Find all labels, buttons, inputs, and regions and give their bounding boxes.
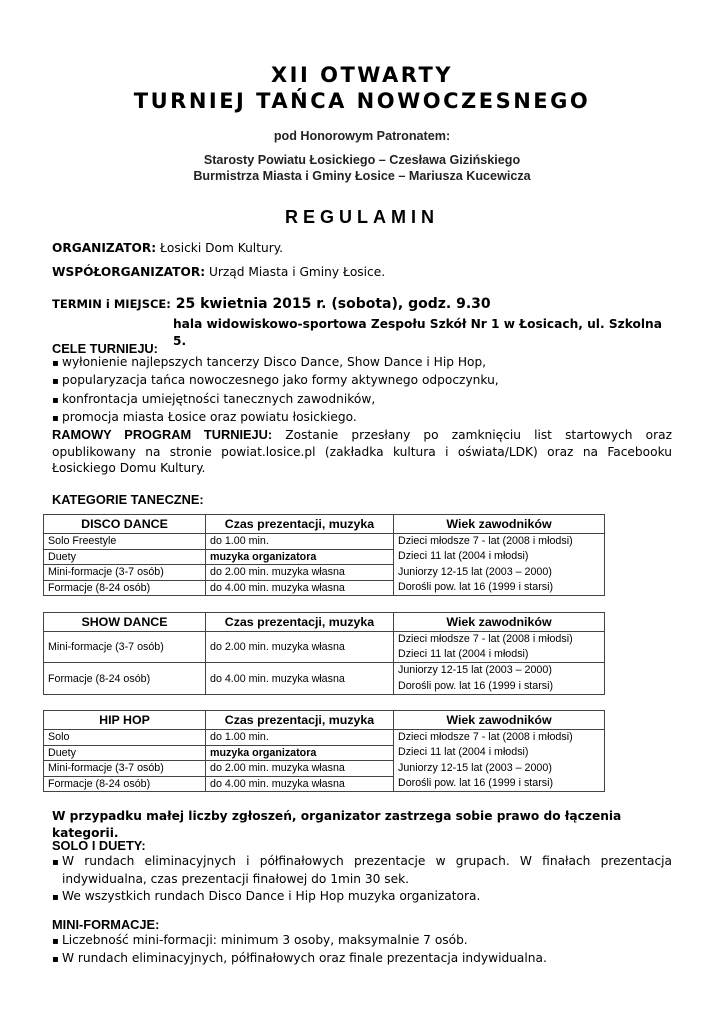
age-line: Dzieci 11 lat (2004 i młodsi) bbox=[398, 746, 529, 759]
categories-heading: KATEGORIE TANECZNE: bbox=[52, 492, 204, 507]
list-item: ▪ popularyzacja tańca nowoczesnego jako formy aktywnego odpoczynku, bbox=[52, 372, 672, 390]
table-cell: do 4.00 min. muzyka własna bbox=[206, 663, 394, 694]
table-cell: do 1.00 min. bbox=[206, 730, 394, 746]
title-line-1: XII OTWARTY bbox=[270, 63, 454, 87]
title-line-2: TURNIEJ TAŃCA NOWOCZESNEGO bbox=[133, 89, 591, 113]
goals-heading: CELE TURNIEJU: bbox=[52, 341, 158, 356]
table-header: Wiek zawodników bbox=[394, 613, 605, 632]
regulamin-heading: REGULAMIN bbox=[285, 207, 439, 227]
table-header: SHOW DANCE bbox=[44, 613, 206, 632]
program-label: RAMOWY PROGRAM TURNIEJU: bbox=[52, 427, 273, 442]
merge-note: W przypadku małej liczby zgłoszeń, organizator zastrzega sobie prawo do łączenia kategorii. bbox=[52, 809, 622, 840]
table-cell: do 4.00 min. muzyka własna bbox=[206, 776, 394, 792]
list-item: ▪ We wszystkich rundach Disco Dance i Hip Hop muzyka organizatora. bbox=[52, 888, 672, 906]
list-item: ▪ W rundach eliminacyjnych i półfinałowych prezentacje w grupach. W finałach prezentacja indywidualna, czas prezentacji finałowej do 1min 30 sek. bbox=[52, 853, 672, 888]
table-cell: muzyka organizatora bbox=[206, 549, 394, 565]
term-place: hala widowiskowo-sportowa Zespołu Szkół Nr 1 w Łosicach, ul. Szkolna 5. bbox=[173, 317, 662, 348]
age-line: Juniorzy 12-15 lat (2003 – 2000) bbox=[398, 761, 552, 774]
patron-starosta: Starosty Powiatu Łosickiego – Czesława Gizińskiego bbox=[203, 153, 521, 167]
age-line: Juniorzy 12-15 lat (2003 – 2000) bbox=[398, 664, 552, 677]
age-line: Dzieci 11 lat (2004 i młodsi) bbox=[398, 648, 529, 661]
age-line: Juniorzy 12-15 lat (2003 – 2000) bbox=[398, 565, 552, 578]
term-label: TERMIN i MIEJSCE: bbox=[52, 297, 171, 311]
table-cell: muzyka organizatora bbox=[206, 745, 394, 761]
table-cell: do 1.00 min. bbox=[206, 534, 394, 550]
coorganizer-line bbox=[52, 264, 682, 281]
coorganizer-value: Urząd Miasta i Gminy Łosice. bbox=[205, 265, 386, 279]
list-item: ▪ wyłonienie najlepszych tancerzy Disco Dance, Show Dance i Hip Hop, bbox=[52, 354, 672, 372]
solo-duety-list bbox=[52, 853, 672, 906]
table-cell: do 4.00 min. muzyka własna bbox=[206, 580, 394, 596]
table-header: DISCO DANCE bbox=[44, 515, 206, 534]
patron-burmistrz: Burmistrza Miasta i Gminy Łosice – Mariusza Kucewicza bbox=[193, 169, 531, 183]
program-text: Zostanie przesłany po zamknięciu list startowych oraz opublikowany na stronie powiat.losice.pl (zakładka kultura i oświata/LDK) oraz na Facebooku Łosickiego Domu Kultury. bbox=[52, 428, 672, 475]
table-cell: Duety bbox=[44, 745, 206, 761]
table-cell: Duety bbox=[44, 549, 206, 565]
age-cell bbox=[394, 663, 605, 694]
list-item: ▪ Liczebność mini-formacji: minimum 3 osoby, maksymalnie 7 osób. bbox=[52, 932, 672, 950]
goals-list bbox=[52, 354, 672, 427]
table-cell: Solo bbox=[44, 730, 206, 746]
age-cell bbox=[394, 730, 605, 792]
table-header: HIP HOP bbox=[44, 711, 206, 730]
hip-hop-table bbox=[43, 710, 605, 792]
list-item: ▪ W rundach eliminacyjnych, półfinałowych oraz finale prezentacja indywidualna. bbox=[52, 950, 672, 968]
table-cell: do 2.00 min. muzyka własna bbox=[206, 632, 394, 663]
show-dance-table bbox=[43, 612, 605, 695]
table-cell: Solo Freestyle bbox=[44, 534, 206, 550]
table-cell: Formacje (8-24 osób) bbox=[44, 776, 206, 792]
age-line: Dorośli pow. lat 16 (1999 i starsi) bbox=[398, 580, 554, 593]
table-cell: Formacje (8-24 osób) bbox=[44, 580, 206, 596]
patronage-heading: pod Honorowym Patronatem: bbox=[273, 129, 451, 143]
table-cell: do 2.00 min. muzyka własna bbox=[206, 565, 394, 581]
coorganizer-label: WSPÓŁORGANIZATOR: bbox=[52, 265, 206, 279]
organizer-value: Łosicki Dom Kultury. bbox=[156, 241, 284, 255]
table-cell: Mini-formacje (3-7 osób) bbox=[44, 565, 206, 581]
age-cell bbox=[394, 632, 605, 663]
age-line: Dzieci młodsze 7 - lat (2008 i młodsi) bbox=[398, 535, 573, 548]
table-header: Wiek zawodników bbox=[394, 515, 605, 534]
age-line: Dzieci młodsze 7 - lat (2008 i młodsi) bbox=[398, 633, 573, 645]
program-paragraph bbox=[52, 427, 672, 477]
table-header: Czas prezentacji, muzyka bbox=[206, 711, 394, 730]
table-cell: Formacje (8-24 osób) bbox=[44, 663, 206, 694]
organizer-line bbox=[52, 240, 682, 257]
age-line: Dzieci młodsze 7 - lat (2008 i młodsi) bbox=[398, 731, 573, 744]
mini-formacje-list bbox=[52, 932, 672, 969]
table-header: Czas prezentacji, muzyka bbox=[206, 613, 394, 632]
age-cell bbox=[394, 534, 605, 596]
age-line: Dorośli pow. lat 16 (1999 i starsi) bbox=[398, 679, 554, 692]
term-date: 25 kwietnia 2015 r. (sobota), godz. 9.30 bbox=[170, 296, 491, 312]
age-line: Dorośli pow. lat 16 (1999 i starsi) bbox=[398, 776, 554, 789]
list-item: ▪ konfrontacja umiejętności tanecznych zawodników, bbox=[52, 391, 672, 409]
table-cell: do 2.00 min. muzyka własna bbox=[206, 761, 394, 777]
organizer-label: ORGANIZATOR: bbox=[52, 241, 157, 255]
mini-formacje-heading: MINI-FORMACJE: bbox=[52, 917, 160, 932]
disco-dance-table bbox=[43, 514, 605, 596]
table-header: Czas prezentacji, muzyka bbox=[206, 515, 394, 534]
age-line: Dzieci 11 lat (2004 i młodsi) bbox=[398, 550, 529, 563]
term-line bbox=[52, 296, 682, 313]
table-header: Wiek zawodników bbox=[394, 711, 605, 730]
table-cell: Mini-formacje (3-7 osób) bbox=[44, 761, 206, 777]
table-cell: Mini-formacje (3-7 osób) bbox=[44, 632, 206, 663]
solo-duety-heading: SOLO I DUETY: bbox=[52, 838, 146, 853]
list-item: ▪ promocja miasta Łosice oraz powiatu łosickiego. bbox=[52, 409, 672, 427]
